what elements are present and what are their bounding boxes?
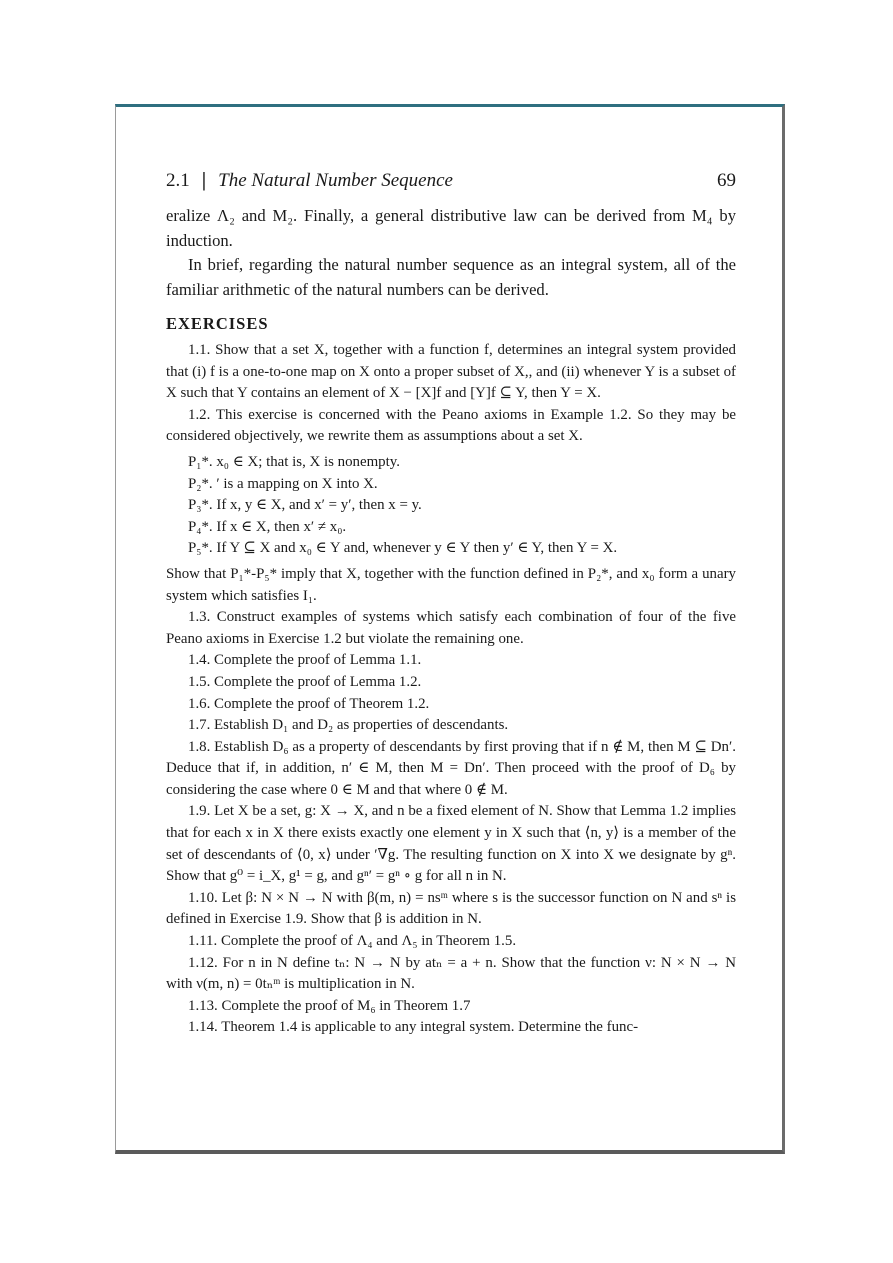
page-content	[166, 169, 736, 1039]
exercise-item: 1.3. Construct examples of systems which satisfy each combination of four of the five Peano axioms in Exercise 1.2 but violate the remaining one.	[166, 609, 736, 647]
page-number: 69	[717, 170, 736, 191]
exercise-item: 1.11. Complete the proof of Λ₄ and Λ₅ in Theorem 1.5.	[188, 933, 517, 950]
exercise-item: 1.6. Complete the proof of Theorem 1.2.	[188, 695, 430, 712]
exercise-item: 1.4. Complete the proof of Lemma 1.1.	[188, 652, 422, 669]
exercise-item: 1.5. Complete the proof of Lemma 1.2.	[188, 673, 422, 690]
exercise-item: 1.2. This exercise is concerned with the Peano axioms in Example 1.2. So they may be considered objectively, we rewrite them as assumptions about a set X.	[166, 406, 736, 445]
exercises-heading: EXERCISES	[166, 314, 269, 333]
exercise-item: 1.12. For n in N define tₙ: N → N by atₙ = a + n. Show that the function ν: N × N → N with ν(m, n) = 0tₙᵐ is multiplication in N.	[166, 954, 736, 993]
header-separator: |	[201, 169, 207, 191]
exercise-item: 1.1. Show that a set X, together with a function f, determines an integral system provided that (i) f is a one-to-one map on X onto a proper subset of X,, and (ii) whenever Y is a subset of X such that Y contains an element of X − [X]f and [Y]f ⊆ Y, then Y = X.	[166, 342, 736, 402]
chapter-title: The Natural Number Sequence	[218, 170, 453, 191]
header-left	[166, 169, 453, 192]
axiom-item: P₄*. If x ∈ X, then x′ ≠ x₀.	[188, 518, 347, 535]
axiom-item: P₅*. If Y ⊆ X and x₀ ∈ Y and, whenever y ∈ Y then y′ ∈ Y, then Y = X.	[188, 540, 618, 557]
exercise-item: 1.14. Theorem 1.4 is applicable to any integral system. Determine the func-	[188, 1019, 639, 1036]
paragraph: In brief, regarding the natural number sequence as an integral system, all of the familiar arithmetic of the natural numbers can be derived.	[166, 255, 736, 299]
exercise-item: 1.8. Establish D₆ as a property of descendants by first proving that if n ∉ M, then M ⊆ Dn′. Deduce that if, in addition, n′ ∈ M, then M = Dn′. Then proceed with the proof of D₆ by considering the case where 0 ∈ M and that where 0 ∉ M.	[166, 738, 736, 798]
axiom-list	[166, 452, 736, 560]
exercise-item: 1.13. Complete the proof of M₆ in Theorem 1.7	[188, 997, 471, 1014]
axiom-item: P₁*. x₀ ∈ X; that is, X is nonempty.	[188, 453, 400, 470]
exercise-item: 1.7. Establish D₁ and D₂ as properties of descendants.	[188, 717, 509, 734]
exercise-item: 1.10. Let β: N × N → N with β(m, n) = nsᵐ where s is the successor function on N and sⁿ is defined in Exercise 1.9. Show that β is addition in N.	[166, 889, 736, 928]
intro-text	[166, 204, 736, 302]
exercises-list	[166, 340, 736, 1039]
exercise-continuation: Show that P₁*-P₅* imply that X, together with the function defined in P₂*, and x₀ form a unary system which satisfies I₁.	[166, 565, 736, 604]
axiom-item: P₂*. ′ is a mapping on X into X.	[188, 475, 378, 492]
exercise-item: 1.9. Let X be a set, g: X → X, and n be a fixed element of N. Show that Lemma 1.2 implies that for each x in X there exists exactly one element y in X such that ⟨n, y⟩ is a member of the set of descendants of ⟨0, x⟩ under ′∇g. The resulting function on X into X we designate by gⁿ. Show that g⁰ = i_X, g¹ = g, and gⁿ′ = gⁿ ∘ g for all n in N.	[166, 803, 736, 885]
paragraph: eralize Λ₂ and M₂. Finally, a general distributive law can be derived from M₄ by induction.	[166, 206, 736, 250]
axiom-item: P₃*. If x, y ∈ X, and x′ = y′, then x = y.	[188, 497, 422, 514]
running-header	[166, 169, 736, 192]
section-number: 2.1	[166, 170, 190, 191]
book-page	[115, 104, 785, 1154]
